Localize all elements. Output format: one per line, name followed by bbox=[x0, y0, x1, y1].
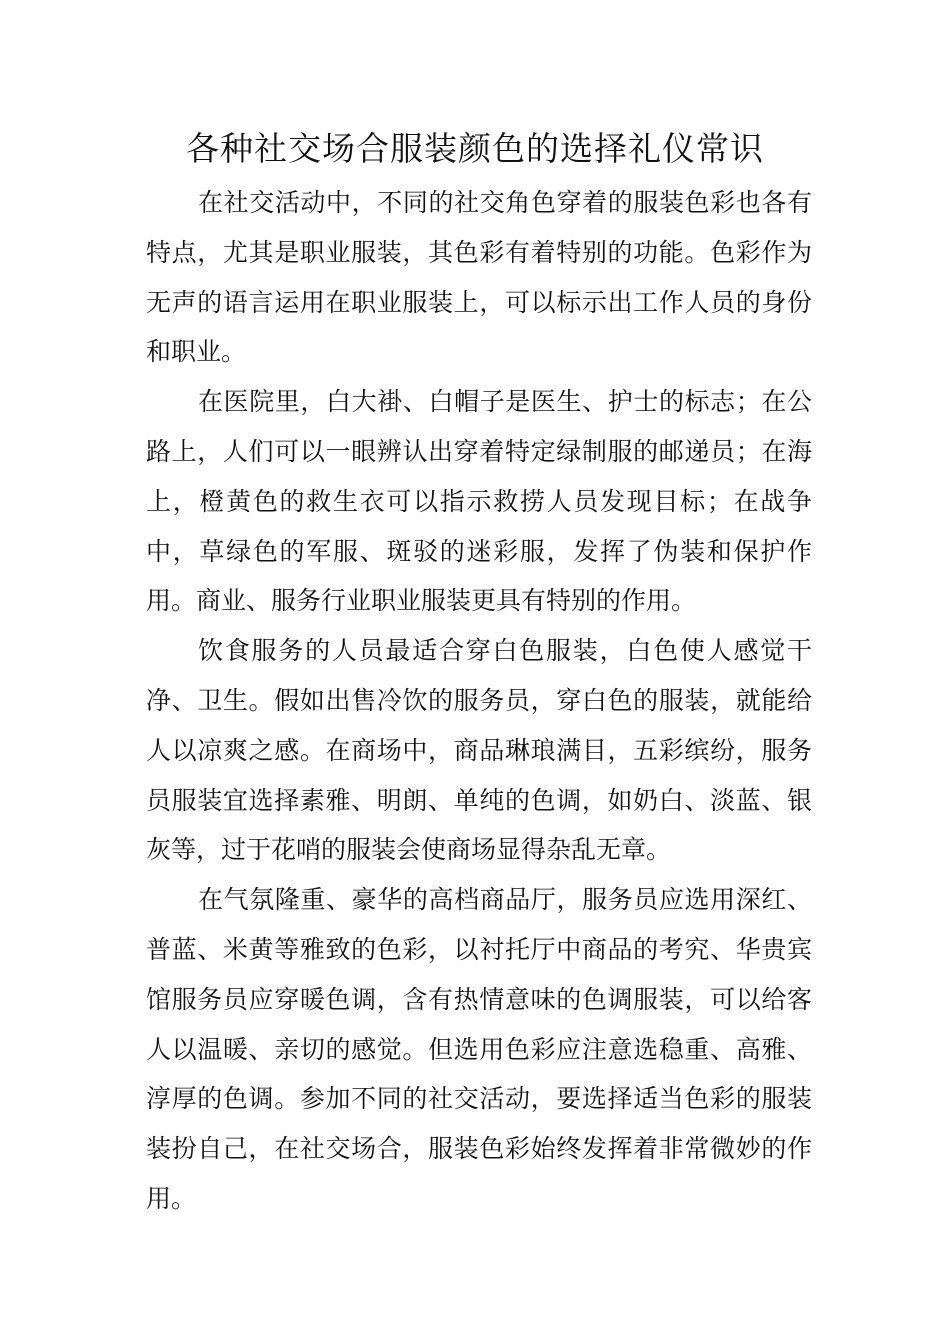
paragraph-2: 在医院里，白大褂、白帽子是医生、护士的标志；在公路上，人们可以一眼辨认出穿着特定绿制服的邮递员；在海上，橙黄色的救生衣可以指示救捞人员发现目标；在战争中，草绿色的军服、斑驳的迷彩服，发挥了伪装和保护作用。商业、服务行业职业服装更具有特别的作用。 bbox=[146, 387, 812, 616]
paragraph-4: 在气氛隆重、豪华的高档商品厅，服务员应选用深红、普蓝、米黄等雅致的色彩，以衬托厅中商品的考究、华贵宾馆服务员应穿暖色调，含有热情意味的色调服装，可以给客人以温暖、亲切的感觉。但选用色彩应注意选稳重、高雅、淳厚的色调。参加不同的社交活动，要选择适当色彩的服装装扮自己，在社交场合，服装色彩始终发挥着非常微妙的作用。 bbox=[146, 885, 812, 1213]
document-title: 各种社交场合服装颜色的选择礼仪常识 bbox=[186, 129, 764, 168]
paragraph-3: 饮食服务的人员最适合穿白色服装，白色使人感觉干净、卫生。假如出售冷饮的服务员，穿白色的服装，就能给人以凉爽之感。在商场中，商品琳琅满目，五彩缤纷，服务员服装宜选择素雅、明朗、单纯的色调，如奶白、淡蓝、银灰等，过于花哨的服装会使商场显得杂乱无章。 bbox=[146, 636, 812, 865]
document-body bbox=[146, 178, 812, 1224]
paragraph-1: 在社交活动中，不同的社交角色穿着的服装色彩也各有特点，尤其是职业服装，其色彩有着特别的功能。色彩作为无声的语言运用在职业服装上，可以标示出工作人员的身份和职业。 bbox=[146, 188, 812, 367]
